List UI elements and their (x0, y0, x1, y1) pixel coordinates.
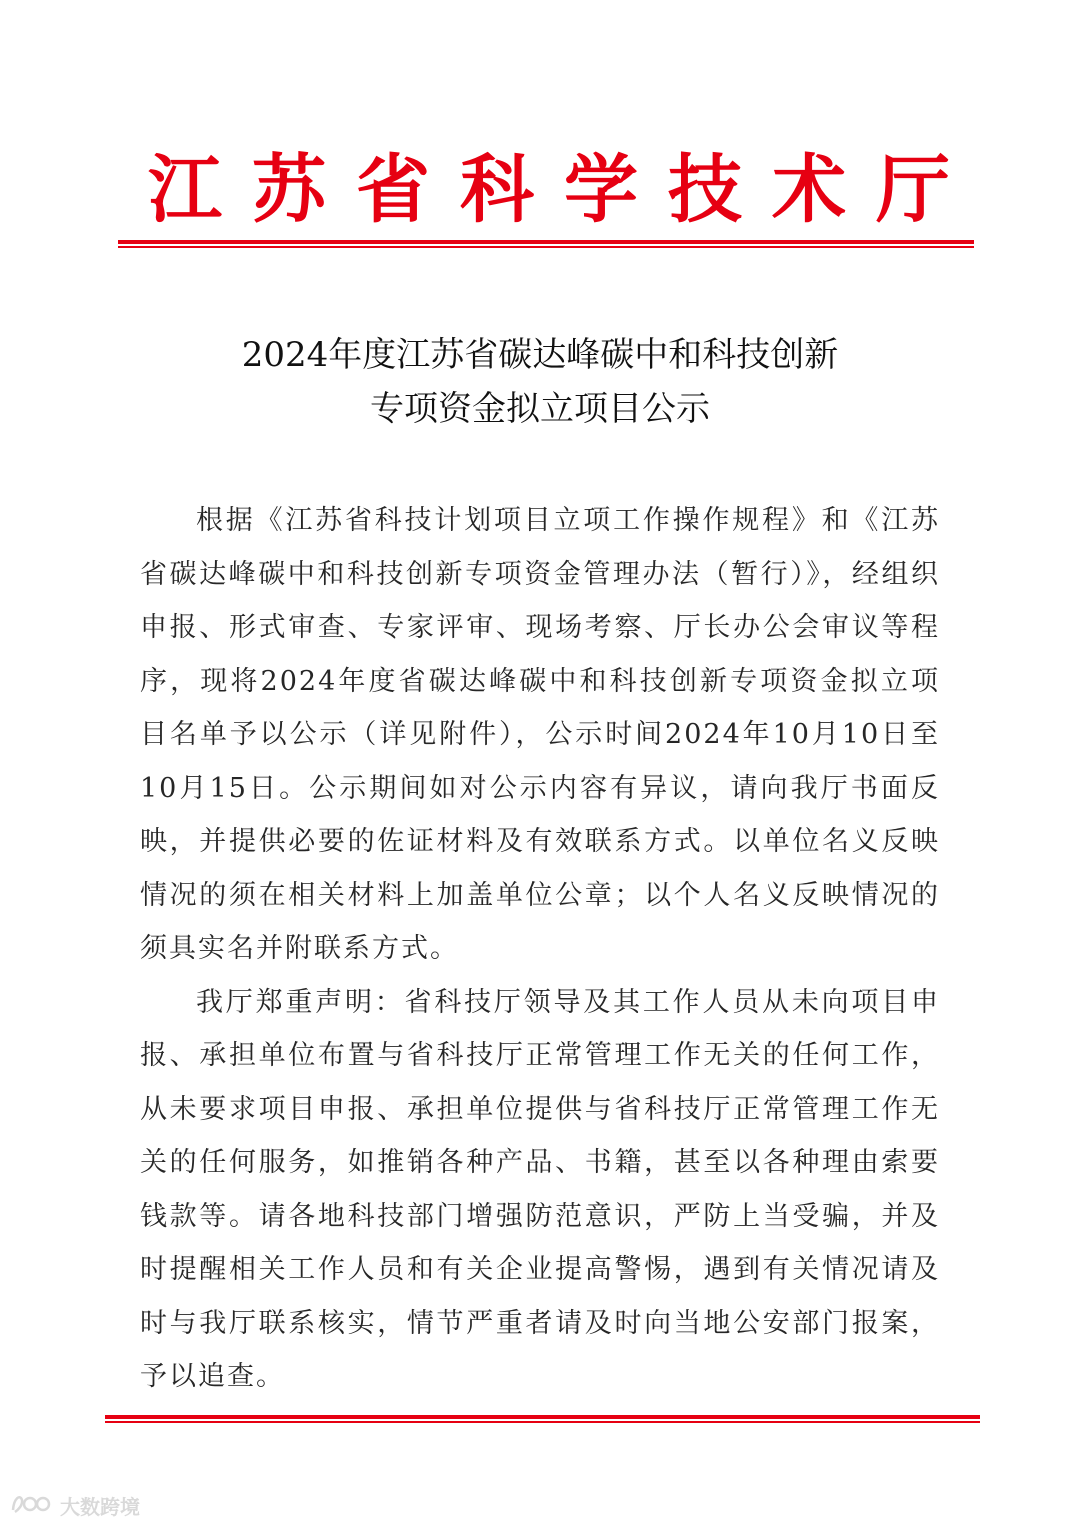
header-red-rule (118, 240, 974, 249)
document-title (100, 328, 980, 436)
doodle-logo-icon (10, 1490, 54, 1521)
watermark (10, 1490, 140, 1520)
paragraph-announcement: 根据《江苏省科技计划项目立项工作操作规程》和《江苏省碳达峰碳中和科技创新专项资金管理办法（暂行）》，经组织申报、形式审查、专家评审、现场考察、厅长办公会审议等程序，现将2024年度省碳达峰碳中和科技创新专项资金拟立项目名单予以公示（详见附件），公示时间2024年10月10日至10月15日。公示期间如对公示内容有异议，请向我厅书面反映，并提供必要的佐证材料及有效联系方式。以单位名义反映情况的须在相关材料上加盖单位公章；以个人名义反映情况的须具实名并附联系方式。 (140, 505, 940, 964)
title-line-2: 专项资金拟立项目公示 (370, 389, 710, 429)
title-line-1: 2024年度江苏省碳达峰碳中和科技创新 (241, 335, 839, 375)
document-body (140, 494, 940, 1404)
paragraph-declaration: 我厅郑重声明：省科技厅领导及其工作人员从未向项目申报、承担单位布置与省科技厅正常管理工作无关的任何工作，从未要求项目申报、承担单位提供与省科技厅正常管理工作无关的任何服务，如推销各种产品、书籍，甚至以各种理由索要钱款等。请各地科技部门增强防范意识，严防上当受骗，并及时提醒相关工作人员和有关企业提高警惕，遇到有关情况请及时与我厅联系核实，情节严重者请及时向当地公安部门报案，予以追查。 (140, 986, 940, 1392)
watermark-text: 大数跨境 (60, 1494, 140, 1519)
footer-red-rule (105, 1415, 980, 1424)
organization-masthead: 江苏省科学技术厅 (148, 147, 980, 233)
